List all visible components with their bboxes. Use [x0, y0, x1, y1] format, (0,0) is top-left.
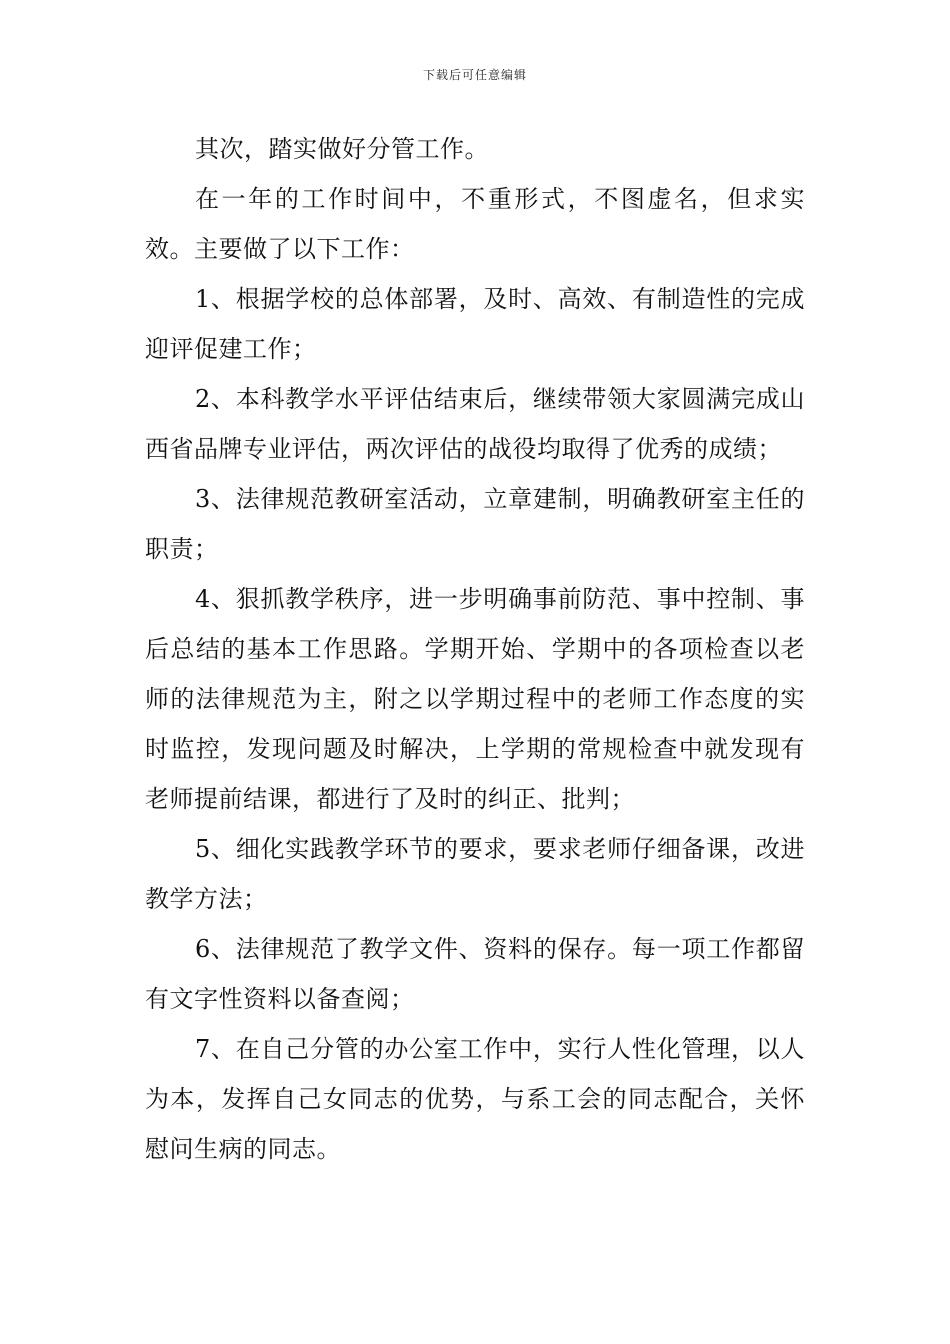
page-header-note: 下载后可任意编辑 [422, 68, 527, 82]
list-item-6: 6、法律规范了教学文件、资料的保存。每一项工作都留有文字性资料以备查阅； [145, 935, 805, 1013]
document-body [145, 124, 805, 1174]
list-item-2: 2、本科教学水平评估结束后，继续带领大家圆满完成山西省品牌专业评估，两次评估的战役均取得了优秀的成绩； [145, 385, 805, 463]
paragraph-summary: 在一年的工作时间中，不重形式，不图虚名，但求实效。主要做了以下工作： [145, 185, 805, 263]
list-item-5: 5、细化实践教学环节的要求，要求老师仔细备课，改进教学方法； [145, 835, 805, 913]
list-item-3: 3、法律规范教研室活动，立章建制，明确教研室主任的职责； [145, 485, 805, 563]
list-item-4: 4、狠抓教学秩序，进一步明确事前防范、事中控制、事后总结的基本工作思路。学期开始、学期中的各项检查以老师的法律规范为主，附之以学期过程中的老师工作态度的实时监控，发现问题及时解决，上学期的常规检查中就发现有老师提前结课，都进行了及时的纠正、批判； [145, 585, 805, 813]
paragraph-intro: 其次，踏实做好分管工作。 [195, 135, 489, 163]
list-item-7: 7、在自己分管的办公室工作中，实行人性化管理，以人为本，发挥自己女同志的优势，与系工会的同志配合，关怀慰问生病的同志。 [145, 1035, 805, 1163]
list-item-1: 1、根据学校的总体部署，及时、高效、有制造性的完成迎评促建工作； [145, 285, 805, 363]
